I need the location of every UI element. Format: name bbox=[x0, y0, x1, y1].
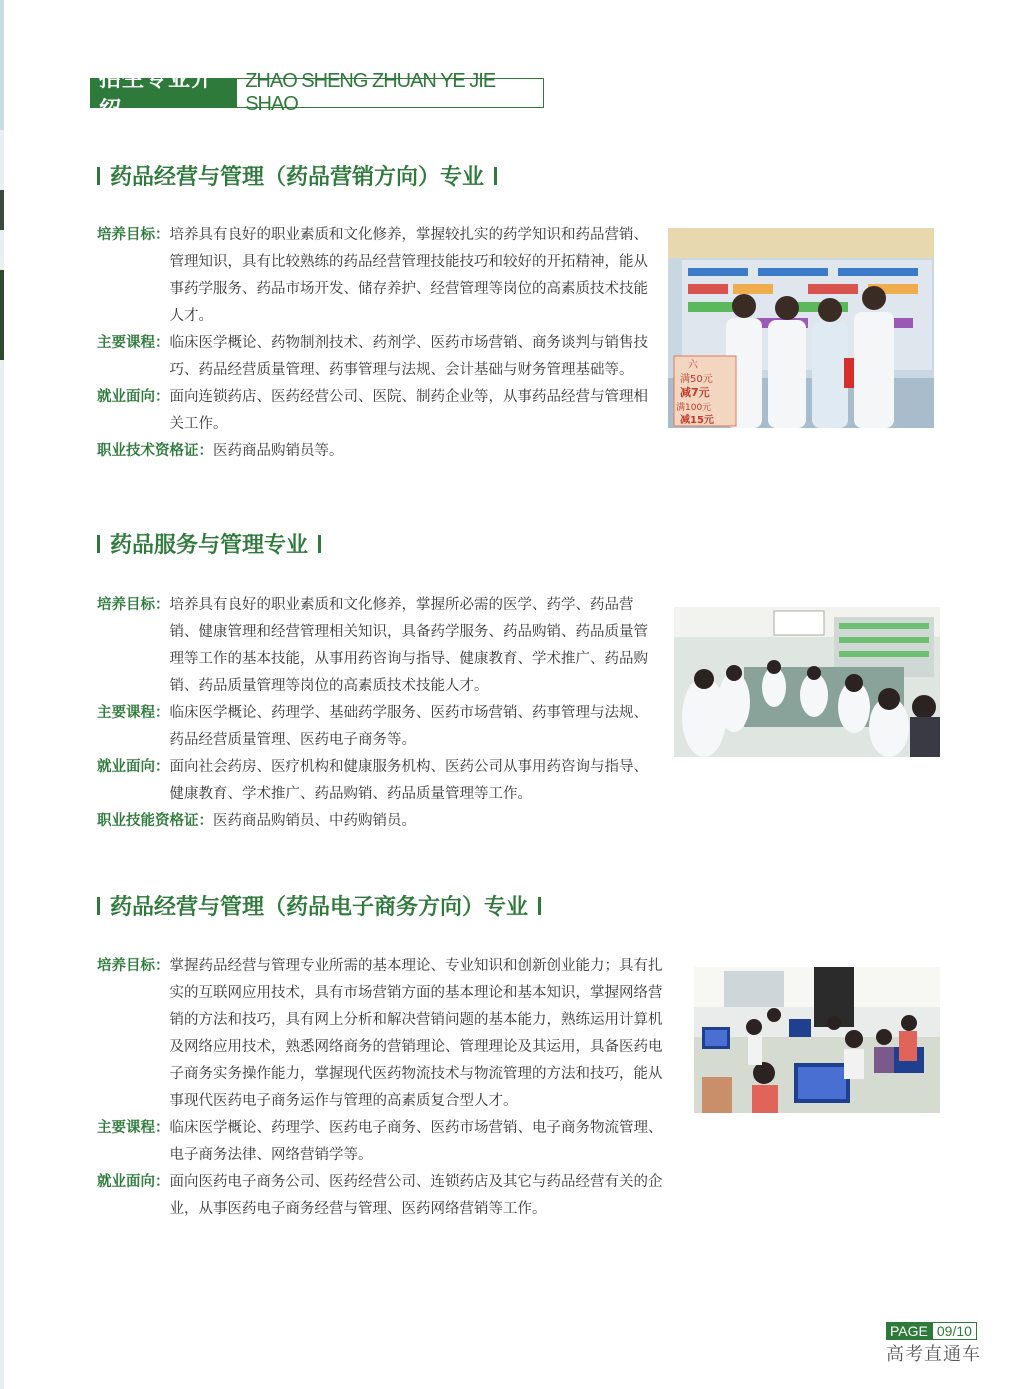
major-title bbox=[97, 528, 321, 559]
major-title-text: 药品经营与管理（药品营销方向）专业 bbox=[110, 165, 485, 190]
course-text: 临床医学概论、药物制剂技术、药剂学、医药市场营销、商务谈判与销售技巧、药品经营质量管理、药事管理与法规、会计基础与财务管理基础等。 bbox=[169, 335, 648, 378]
job-label: 就业面向： bbox=[97, 389, 170, 405]
job-label: 就业面向： bbox=[97, 1174, 170, 1190]
sign-line3: 满100元 bbox=[676, 403, 712, 413]
job-text: 面向社会药房、医疗机构和健康服务机构、医药公司从事用药咨询与指导、健康教育、学术推广、药品购销、药品质量管理等工作。 bbox=[169, 759, 648, 802]
left-edge-strip bbox=[0, 0, 4, 1389]
title-bar bbox=[494, 167, 497, 185]
goal-text: 掌握药品经营与管理专业所需的基本理论、专业知识和创新创业能力；具有扎实的互联网应用技术，具有市场营销方面的基本理论和基本知识，掌握网络营销的方法和技巧，具有网上分析和解决营销问题的基本能力，熟练运用计算机及网络应用技术，熟悉网络商务的营销理论、管理理论及其运用，具备医药电子商务实务操作能力，掌握现代医药物流技术与物流管理的方法和技巧，能从事现代医药电子商务运作与管理的高素质复合型人才。 bbox=[169, 958, 663, 1109]
cert-text: 医药商品购销员、中药购销员。 bbox=[213, 813, 416, 829]
goal-text: 培养具有良好的职业素质和文化修养，掌握所必需的医学、药学、药品营销、健康管理和经营管理相关知识，具备药学服务、药品购销、药品质量管理等工作的基本技能，从事用药咨询与指导、健康教育、学术推广、药品购销、药品质量管理等岗位的高素质技术技能人才。 bbox=[169, 597, 648, 694]
course-label: 主要课程： bbox=[97, 335, 170, 351]
title-bar bbox=[97, 167, 100, 185]
major-title-text: 药品经营与管理（药品电子商务方向）专业 bbox=[110, 895, 529, 920]
sign-line1: 满50元 bbox=[680, 374, 713, 385]
edge-block bbox=[0, 270, 4, 360]
course-label: 主要课程： bbox=[97, 705, 170, 721]
title-bar bbox=[318, 535, 321, 553]
title-bar bbox=[97, 897, 100, 915]
goal-label: 培养目标： bbox=[97, 958, 170, 974]
page-indicator bbox=[886, 1322, 977, 1340]
goal-label: 培养目标： bbox=[97, 597, 170, 613]
job-text: 面向连锁药店、医药经营公司、医院、制药企业等，从事药品经营与管理相关工作。 bbox=[169, 389, 648, 432]
major-details bbox=[97, 592, 653, 835]
course-text: 临床医学概论、药理学、基础药学服务、医药市场营销、药事管理与法规、药品经营质量管理、医药电子商务等。 bbox=[169, 705, 648, 748]
course-label: 主要课程： bbox=[97, 1120, 170, 1136]
title-bar bbox=[538, 897, 541, 915]
major-details bbox=[97, 953, 667, 1223]
goal-label: 培养目标： bbox=[97, 227, 170, 243]
pharmacy-staff-photo bbox=[668, 228, 934, 428]
edge-block bbox=[0, 0, 4, 130]
header-title-cn: 招生专业介绍 bbox=[91, 79, 237, 107]
sign-top: 六 bbox=[688, 360, 698, 371]
cert-label: 职业技能资格证： bbox=[97, 813, 213, 829]
major-title bbox=[97, 890, 541, 921]
job-label: 就业面向： bbox=[97, 759, 170, 775]
page-number: 09/10 bbox=[932, 1322, 977, 1340]
sign-line4: 减15元 bbox=[680, 415, 714, 426]
major-title-text: 药品服务与管理专业 bbox=[110, 533, 309, 558]
header-title-en: ZHAO SHENG ZHUAN YE JIE SHAO bbox=[237, 79, 543, 107]
cert-label: 职业技术资格证： bbox=[97, 443, 213, 459]
major-details bbox=[97, 222, 649, 465]
computer-lab-photo bbox=[694, 967, 940, 1113]
major-title bbox=[97, 160, 497, 191]
sign-line2: 减7元 bbox=[680, 386, 710, 399]
page-label: PAGE bbox=[886, 1322, 932, 1340]
course-text: 临床医学概论、药理学、医药电子商务、医药市场营销、电子商务物流管理、电子商务法律、网络营销学等。 bbox=[169, 1120, 663, 1163]
edge-block bbox=[0, 190, 4, 230]
job-text: 面向医药电子商务公司、医药经营公司、连锁药店及其它与药品经营有关的企业，从事医药电子商务经营与管理、医药网络营销等工作。 bbox=[169, 1174, 663, 1217]
cert-text: 医药商品购销员等。 bbox=[213, 443, 344, 459]
section-header bbox=[90, 67, 544, 123]
watermark-text: 高考直通车 bbox=[886, 1344, 981, 1365]
title-bar bbox=[97, 535, 100, 553]
goal-text: 培养具有良好的职业素质和文化修养，掌握较扎实的药学知识和药品营销、管理知识，具有比较熟练的药品经营管理技能技巧和较好的开拓精神，能从事药学服务、药品市场开发、储存养护、经营管理等岗位的高素质技术技能人才。 bbox=[169, 227, 648, 324]
classroom-practice-photo bbox=[674, 607, 940, 757]
